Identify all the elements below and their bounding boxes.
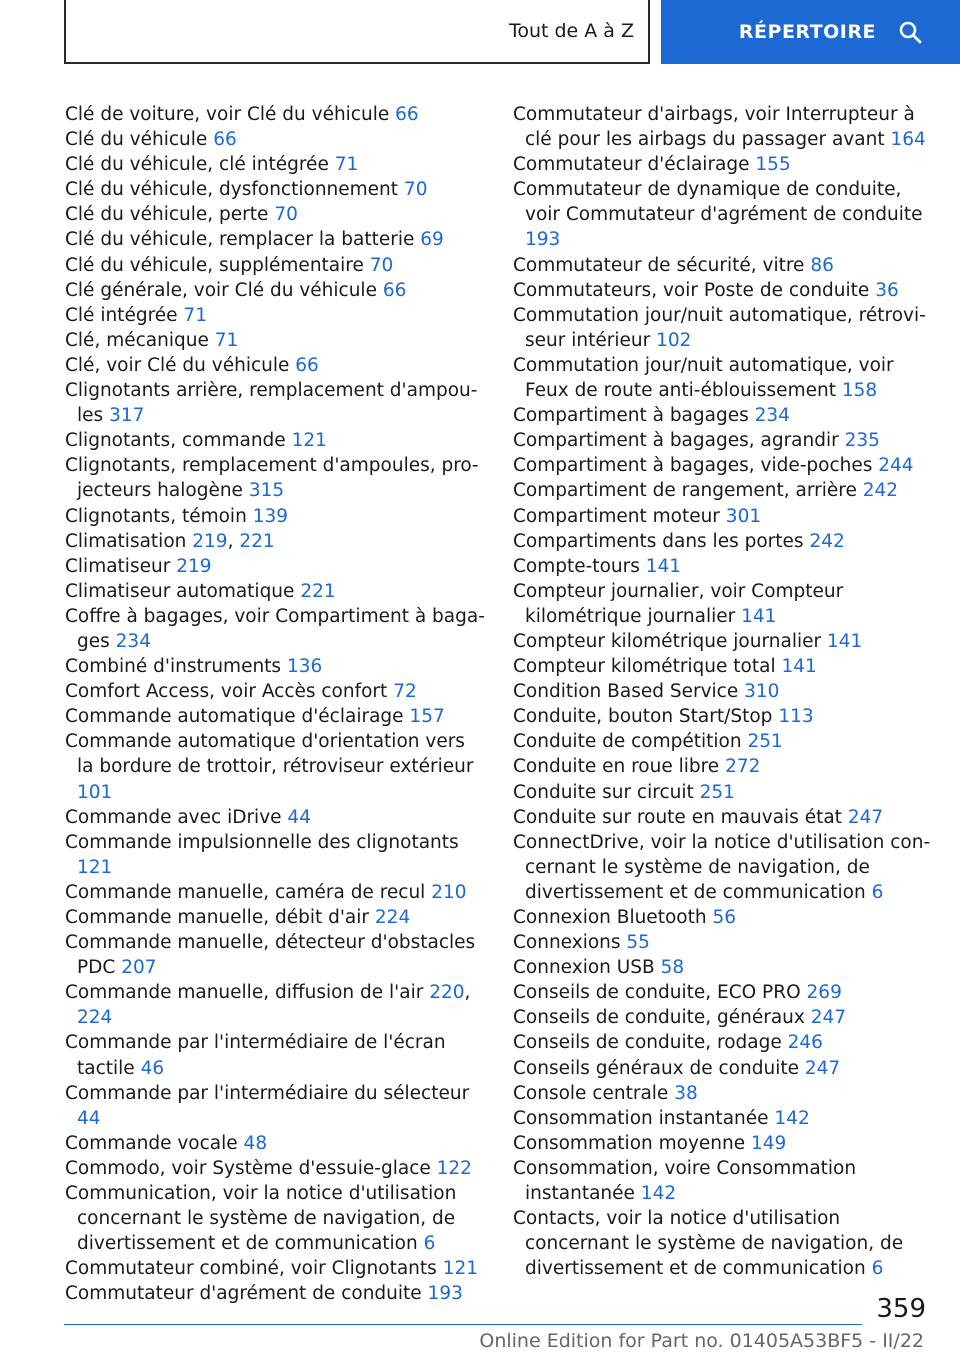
index-entry [65,830,485,880]
page-link[interactable]: 141 [826,630,863,652]
page-link[interactable]: 219 [176,555,212,577]
page-link[interactable]: 69 [420,229,444,251]
index-entry [65,1156,485,1181]
index-entry [65,1131,485,1156]
page-link[interactable]: 141 [741,605,777,627]
page-link[interactable]: 219 [192,530,228,552]
index-entry-text: Conseils de conduite, ECO PRO [513,982,801,1004]
page-link[interactable]: 155 [755,154,791,176]
page-link[interactable]: 234 [115,630,151,652]
page-link[interactable]: 158 [841,380,878,402]
index-entry-text: Compteur kilométrique journalier [513,630,822,652]
index-entry-text: Condition Based Service [513,681,739,703]
footer-edition: Online Edition for Part no. 01405A53BF5 - II/22 [479,1330,924,1352]
index-entry-text: Connexion Bluetooth [513,907,707,928]
page-link[interactable]: 164 [890,129,926,151]
index-entry-text: Compartiments dans les portes [513,530,804,552]
index-entry [65,654,485,679]
page-link[interactable]: 141 [645,555,682,577]
page-link[interactable]: 6 [423,1233,436,1255]
search-icon[interactable] [898,20,922,44]
index-entry [513,1106,933,1131]
page-link[interactable]: 220 [429,982,465,1004]
index-entry-text: Communication, voir la notice d'utilisation concernant le système de navigation, de divertissement et de communication [65,1183,457,1255]
page-link[interactable]: 70 [403,179,428,201]
index-entry [513,278,933,303]
index-entry-text: Commutation jour/nuit automatique, rétroviseur intérieur [513,304,926,351]
index-entry [65,177,485,202]
index-entry [65,1281,485,1306]
index-entry: Climatisation 219, 221 [65,530,275,552]
index-entry [65,202,485,227]
index-entry-text: Clé de voiture, voir Clé du véhicule [65,104,390,125]
page-link[interactable]: 48 [243,1132,268,1154]
index-entry [513,754,933,779]
index-entry [65,1181,485,1256]
page-link[interactable]: 72 [393,681,417,703]
index-entry [513,729,933,754]
index-entry-text: Conduite de compétition [513,731,742,753]
index-entry-text: Compteur kilométrique total [513,656,776,678]
page-link[interactable]: 235 [844,430,880,452]
index-entry [513,1131,933,1156]
index-entry [513,704,933,729]
index-entry-text: Conseils de conduite, généraux [513,1007,805,1029]
index-entry [513,905,933,930]
index-entry-text: Commutation jour/nuit automatique, voir Feux de route anti-éblouissement [513,354,894,402]
page-link[interactable]: 36 [875,279,899,301]
page-link[interactable]: 113 [778,706,814,728]
page-number: 359 [876,1294,926,1324]
index-entry-text: Clé du véhicule, perte [65,204,269,226]
index-entry-text: Commutateur d'agrément de conduite [65,1283,422,1305]
section-title [64,0,650,64]
page-link[interactable]: 193 [427,1283,463,1305]
index-entry [513,403,933,428]
index-entry [65,428,485,453]
index-entry-text: Conduite sur circuit [513,781,694,803]
index-entry [65,805,485,830]
index-entry-text: Commutateur de sécurité, vitre [513,254,805,276]
index-entry [65,1256,485,1281]
page-link[interactable]: 56 [712,907,737,928]
index-entry-text: Commande automatique d'éclairage [65,706,404,728]
index-entry-text: Commande par l'intermédiaire de l'écran tactile [65,1032,446,1079]
page-link[interactable]: 234 [754,405,790,427]
page-link[interactable]: 317 [109,405,145,427]
index-entry-text: Compteur journalier, voir Compteur kilométrique journalier [513,580,844,627]
page-link[interactable]: 193 [525,229,561,251]
index-entry [513,1056,933,1081]
index-entry-text: Clé du véhicule, remplacer la batterie [65,229,415,251]
page-link[interactable]: 221 [239,530,275,552]
page-link[interactable]: 224 [374,907,411,928]
index-entry-text: Clignotants, témoin [65,505,247,527]
index-entry-text: Consommation instantanée [513,1107,769,1129]
page-link[interactable]: 121 [291,430,327,452]
section-title-text: Tout de A à Z [508,20,634,42]
index-entry [65,905,485,930]
page-link[interactable]: 66 [295,354,319,376]
index-entry [65,453,485,503]
index-entry [65,729,485,804]
page-link[interactable]: 246 [787,1032,823,1054]
index-entry-text: Conduite sur route en mauvais état [513,806,842,828]
page-link[interactable]: 310 [744,681,780,703]
repertoire-tab-label: RÉPERTOIRE [738,21,876,43]
page-link[interactable]: 70 [274,204,298,226]
index-entry-text: Compartiment à bagages [513,405,749,427]
top-bar [0,0,960,68]
index-entry [65,1081,485,1131]
index-entry-text: Commande manuelle, caméra de recul [65,881,426,903]
page-link[interactable]: 207 [121,957,157,979]
index-entry [513,679,933,704]
index-entry [513,1206,933,1281]
index-entry [513,478,933,503]
index-entry [513,1156,933,1206]
index-entry-text: Clé du véhicule, clé intégrée [65,154,329,176]
index-entry-text: Commande vocale [65,1132,238,1154]
page-link[interactable]: 210 [431,881,467,903]
index-entry-text: Conseils de conduite, rodage [513,1032,782,1054]
index-entry [65,227,485,252]
index-entry-text: Commande manuelle, débit d'air [65,907,370,928]
page-link[interactable]: 86 [810,254,834,276]
index-entry-text: Conseils généraux de conduite [513,1057,799,1079]
footer-divider [64,1324,862,1325]
index-entry [513,353,933,403]
index-entry-text: Clé intégrée [65,304,178,326]
page-link[interactable]: 66 [395,104,419,125]
page-link[interactable]: 46 [140,1057,165,1079]
index-entry-text: Commutateurs, voir Poste de conduite [513,279,870,301]
page-link[interactable]: 251 [747,731,783,753]
index-entry [513,1005,933,1030]
page-link[interactable]: 242 [809,530,845,552]
index-entry [65,127,485,152]
index-entry [513,428,933,453]
index-entry-text: Commutateur d'airbags, voir Interrupteur à clé pour les airbags du passager avant [513,104,915,151]
index-entry-text: Climatiseur automatique [65,580,295,602]
index-entry-text: Commutateur d'éclairage [513,154,750,176]
page-link[interactable]: 121 [442,1258,478,1280]
index-entry-text: Commande avec iDrive [65,806,282,828]
index-entry-text: ConnectDrive, voir la notice d'utilisation concernant le système de navigation, de divertissement et de communication [513,831,931,903]
index-entry [513,955,933,980]
index-entry-text: Compartiment moteur [513,505,720,527]
index-entry [513,579,933,629]
index-entry-text: Climatisation [65,530,187,552]
index-column-right [513,102,933,1281]
page-link[interactable]: 315 [248,480,285,502]
index-entry [65,604,485,654]
index-entry [513,654,933,679]
index-entry-text: Console centrale [513,1082,669,1104]
page-link[interactable]: 55 [626,932,650,954]
index-entry-text: Combiné d'instruments [65,656,282,678]
page-link[interactable]: 70 [369,254,394,276]
page-link[interactable]: 142 [640,1183,677,1205]
page-link[interactable]: 122 [436,1157,472,1179]
index-column-left [65,102,485,1307]
index-entry [65,102,485,127]
index-entry [65,579,485,604]
index-entry [513,253,933,278]
index-entry [513,102,933,152]
index-entry: Commande manuelle, diffusion de l'air 220, 224 [65,982,471,1029]
index-entry [65,679,485,704]
page-link[interactable]: 58 [660,957,685,979]
page-link[interactable]: 272 [725,756,761,778]
index-entry-text: Compte-tours [513,555,640,577]
index-entry-text: Clé, mécanique [65,329,209,351]
index-entry [513,805,933,830]
index-entry-text: Climatiseur [65,555,171,577]
page-link[interactable]: 6 [871,881,884,903]
index-entry-text: Compartiment de rangement, arrière [513,480,857,502]
index-entry-text: Compartiment à bagages, vide-poches [513,455,873,477]
index-entry-text: Clé, voir Clé du véhicule [65,354,290,376]
index-entry-text: Commande manuelle, détecteur d'obstacles PDC [65,932,476,979]
page-link[interactable]: 66 [382,279,407,301]
index-entry-text: Conduite, bouton Start/Stop [513,706,773,728]
page-link[interactable]: 247 [847,806,884,828]
index-entry-text: Clignotants arrière, remplacement d'ampoules [65,380,478,427]
index-entry-text: Commande impulsionnelle des clignotants [65,831,459,853]
index-entry [513,629,933,654]
index-entry-text: Commodo, voir Système d'essuie-glace [65,1157,431,1179]
index-entry [65,554,485,579]
index-entry-text: Commutateur combiné, voir Clignotants [65,1258,437,1280]
page-link[interactable]: 251 [699,781,735,803]
index-entry-text: Commande manuelle, diffusion de l'air [65,982,424,1004]
page-link[interactable]: 136 [286,656,323,678]
index-entry [65,704,485,729]
index-entry [513,453,933,478]
index-entry-text: Connexions [513,932,621,954]
index-entry [513,930,933,955]
page-link[interactable]: 224 [77,1007,113,1029]
index-entry-text: Comfort Access, voir Accès confort [65,681,388,703]
page-link[interactable]: 142 [774,1107,810,1129]
index-entry [513,830,933,905]
repertoire-tab[interactable] [661,0,960,64]
page-link[interactable]: 244 [878,455,914,477]
page-link[interactable]: 44 [287,806,311,828]
page-link[interactable]: 157 [409,706,445,728]
index-entry [65,278,485,303]
index-entry [65,253,485,278]
index-entry-text: Commutateur de dynamique de conduite, voir Commutateur d'agrément de conduite [513,179,923,226]
page-link[interactable]: 139 [252,505,288,527]
index-entry-text: Compartiment à bagages, agrandir [513,430,839,452]
index-entry [65,504,485,529]
index-entry [513,529,933,554]
index-entry [65,152,485,177]
index-entry [65,1030,485,1080]
page-link[interactable]: 221 [300,580,336,602]
page-link[interactable]: 6 [871,1258,884,1280]
index-entry [513,1030,933,1055]
page-link[interactable]: 301 [725,505,762,527]
page-link[interactable]: 269 [806,982,842,1004]
index-entry-text: Clé du véhicule, dysfonctionnement [65,179,399,201]
index-entry [513,780,933,805]
index-entry [513,152,933,177]
page-link[interactable]: 141 [781,656,817,678]
page-link[interactable]: 44 [77,1107,101,1129]
index-entry [513,303,933,353]
index-entry [65,303,485,328]
page-link[interactable]: 121 [77,856,113,878]
page-link[interactable]: 149 [751,1132,787,1154]
index-entry-text: Clé du véhicule, supplémentaire [65,254,364,276]
index-entry-text: Commande par l'intermédiaire du sélecteur [65,1082,470,1104]
index-entry [65,378,485,428]
page-link[interactable]: 71 [183,304,207,326]
index-entry [513,1081,933,1106]
index-entry [513,554,933,579]
page-link[interactable]: 38 [674,1082,698,1104]
page-link[interactable]: 247 [810,1007,847,1029]
page-link[interactable]: 102 [656,329,692,351]
page-link[interactable]: 66 [213,129,237,151]
index-entry [513,980,933,1005]
index-entry-text: Contacts, voir la notice d'utilisation concernant le système de navigation, de divertissement et de communication [513,1208,904,1280]
index-entry-text: Conduite en roue libre [513,756,720,778]
index-entry-text: Clé du véhicule [65,129,208,151]
page-link[interactable]: 242 [862,480,899,502]
index-entry-text: Clignotants, remplacement d'ampoules, projecteurs halogène [65,455,479,502]
index-entry-text: Connexion USB [513,957,655,979]
index-entry-text: Consommation, voire Consommation instantanée [513,1157,857,1205]
index-entry [513,504,933,529]
index-entry-text: Clé générale, voir Clé du véhicule [65,279,377,301]
index-entry [513,177,933,252]
page-link[interactable]: 247 [804,1057,841,1079]
page-link[interactable]: 101 [77,781,113,803]
index-entry [65,328,485,353]
page-link[interactable]: 71 [214,329,239,351]
index-entry-text: Clignotants, commande [65,430,286,452]
index-entry-text: Commande automatique d'orientation vers la bordure de trottoir, rétroviseur extérieur [65,731,474,778]
index-entry-text: Consommation moyenne [513,1132,746,1154]
index-entry [65,353,485,378]
index-entry [65,880,485,905]
page-link[interactable]: 71 [334,154,359,176]
index-entry [65,930,485,980]
index-entry-text: Coffre à bagages, voir Compartiment à bagages [65,605,485,652]
